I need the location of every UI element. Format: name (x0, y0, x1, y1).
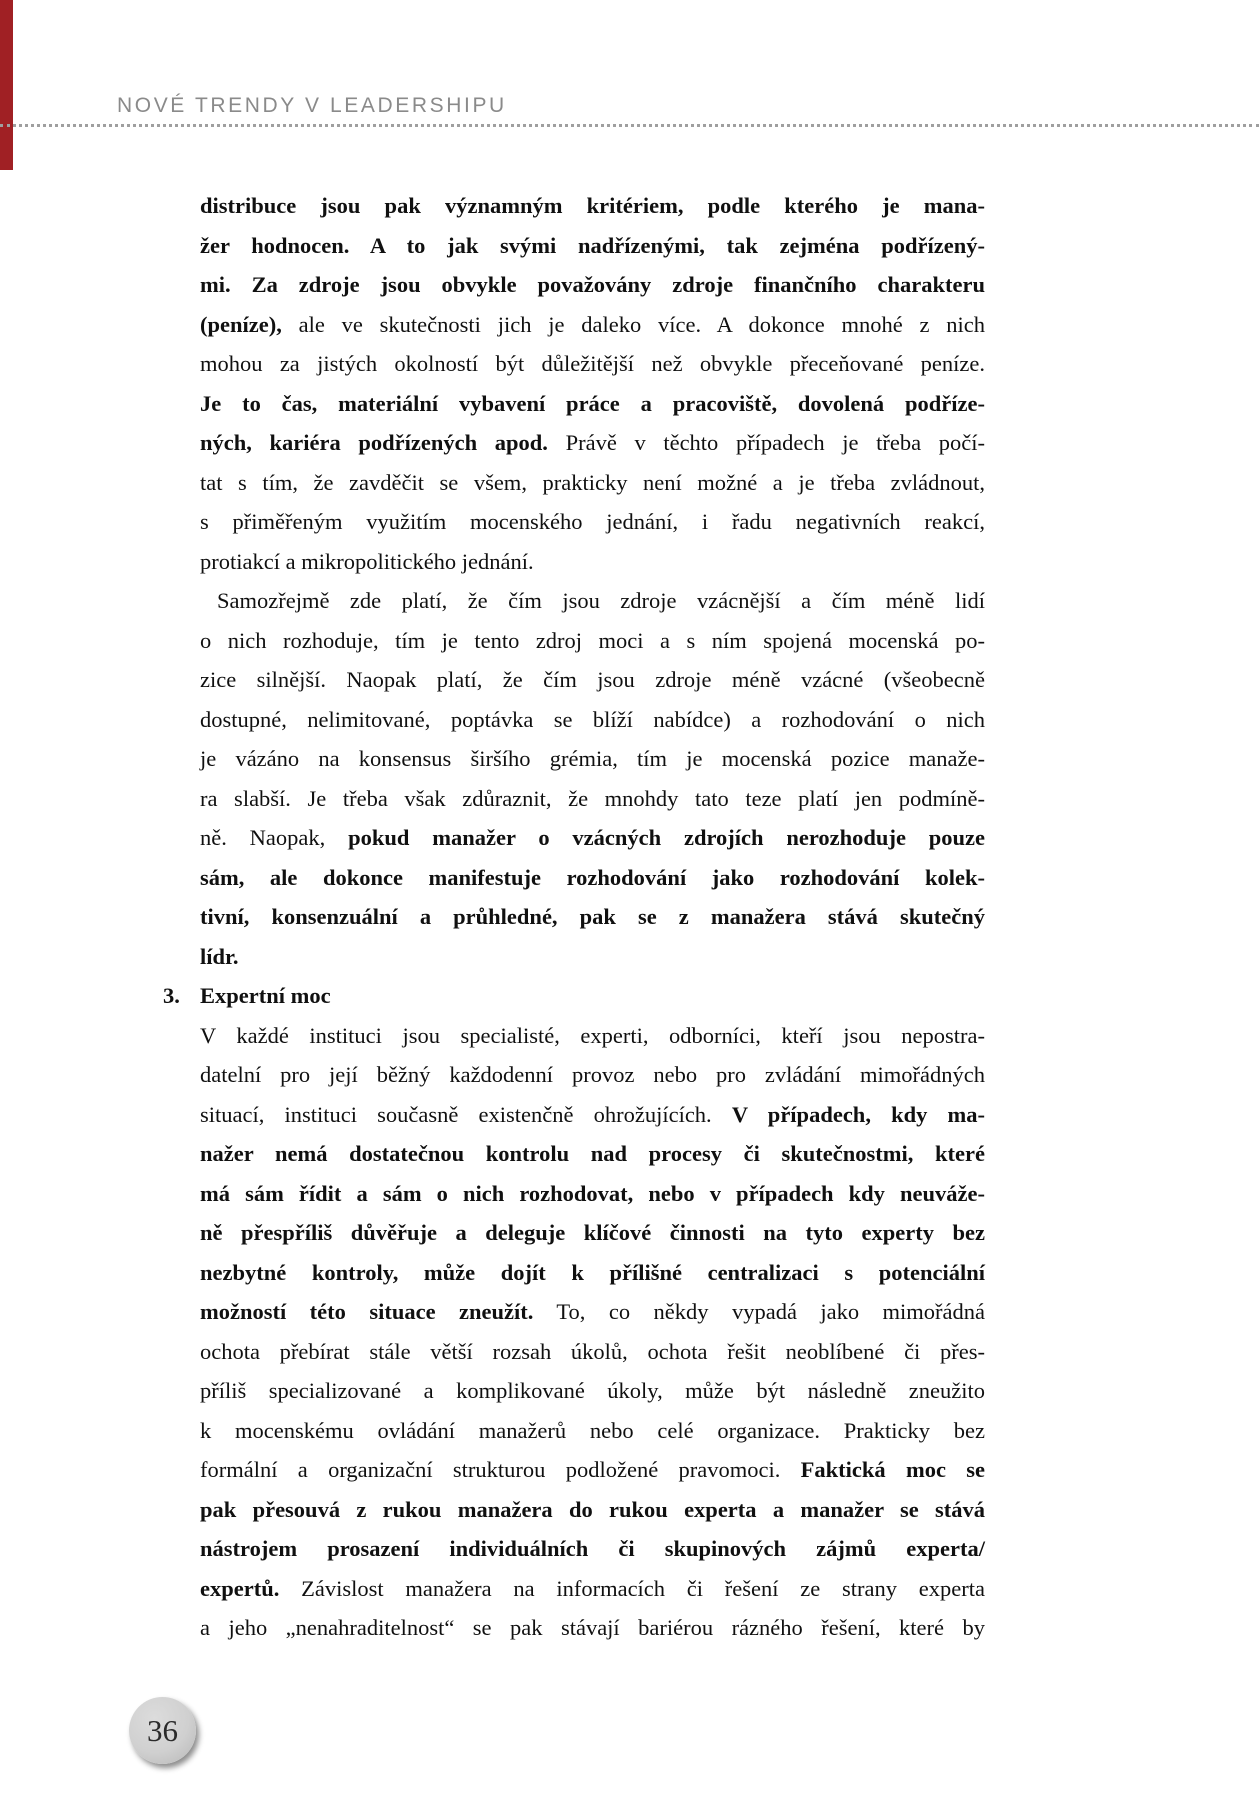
text-block (163, 186, 985, 1648)
text-line (200, 344, 985, 384)
text-segment: Závislost manažera na informacích či řešení ze strany experta (279, 1575, 985, 1601)
text-segment: s přiměřeným využitím mocenského jednání, i řadu negativních reakcí, (200, 509, 985, 534)
bold-text-segment: ných, kariéra podřízených apod. (200, 430, 548, 455)
bold-text-segment: nástrojem prosazení individuálních či skupinových zájmů experta/ (200, 1536, 985, 1561)
text-line (200, 581, 985, 621)
text-line (200, 1016, 985, 1056)
text-line (200, 660, 985, 700)
text-line (200, 186, 985, 226)
bold-text-segment: možností této situace zneužít. (200, 1299, 534, 1324)
text-line (200, 818, 985, 858)
text-segment: dostupné, nelimitované, poptávka se blíží nabídce) a rozhodování o nich (200, 706, 985, 732)
text-line (200, 423, 985, 463)
text-segment: ale ve skutečnosti jich je daleko více. A dokonce mnohé z nich (281, 311, 985, 337)
text-line (200, 1569, 985, 1609)
text-line (200, 1529, 985, 1569)
text-segment: zice silnější. Naopak platí, že čím jsou zdroje méně vzácné (všeobecně (200, 667, 985, 692)
text-segment: Právě v těchto případech je třeba počí- (547, 430, 985, 455)
text-segment: V každé instituci jsou specialisté, experti, odborníci, kteří jsou nepostra- (200, 1022, 985, 1048)
bold-text-segment: distribuce jsou pak významným kritériem, podle kterého je mana- (200, 193, 985, 218)
text-line (200, 542, 985, 582)
bold-text-segment: žer hodnocen. A to jak svými nadřízenými, tak zejména podřízený- (200, 232, 985, 258)
text-segment: datelní pro její běžný každodenní provoz nebo pro zvládání mimořádných (200, 1062, 985, 1087)
text-segment: je vázáno na konsensus širšího grémia, tím je mocenská pozice manaže- (200, 746, 985, 771)
text-line (200, 1213, 985, 1253)
bold-text-segment: nažer nemá dostatečnou kontrolu nad procesy či skutečnostmi, které (200, 1141, 985, 1166)
bold-text-segment: tivní, konsenzuální a průhledné, pak se z manažera stává skutečný (200, 904, 985, 929)
page-number-badge (129, 1697, 196, 1764)
bold-text-segment: mi. Za zdroje jsou obvykle považovány zdroje finančního charakteru (200, 272, 985, 297)
text-line (200, 739, 985, 779)
text-segment: protiakcí a mikropolitického jednání. (200, 548, 534, 574)
text-line (200, 1608, 985, 1648)
text-line (200, 779, 985, 819)
text-line (200, 1174, 985, 1214)
text-segment: ra slabší. Je třeba však zdůraznit, že mnohdy tato teze platí jen podmíně- (200, 785, 985, 811)
text-segment: ně. Naopak, (200, 825, 349, 850)
bold-text-segment: Expertní moc (200, 983, 331, 1008)
bold-text-segment: lídr. (200, 943, 239, 969)
bold-text-segment: nezbytné kontroly, může dojít k přílišné centralizaci s potenciální (200, 1259, 985, 1285)
text-line (200, 937, 985, 977)
text-segment: situací, instituci současně existenčně ohrožujících. (200, 1101, 732, 1127)
text-line (200, 305, 985, 345)
text-line (200, 265, 985, 305)
text-line (200, 1411, 985, 1451)
text-line (200, 897, 985, 937)
chapter-edge-tab (0, 0, 13, 170)
text-segment: a jeho „nenahraditelnost“ se pak stávají bariérou rázného řešení, které by (200, 1615, 985, 1640)
text-line (200, 384, 985, 424)
text-line (200, 1292, 985, 1332)
bold-text-segment: ně přespříliš důvěřuje a deleguje klíčové činnosti na tyto experty bez (200, 1220, 985, 1245)
text-line (200, 463, 985, 503)
text-segment: k mocenskému ovládání manažerů nebo celé organizace. Prakticky bez (200, 1417, 985, 1443)
text-segment: mohou za jistých okolností být důležitější než obvykle přeceňované peníze. (200, 351, 985, 376)
text-line (200, 858, 985, 898)
section-heading-line (163, 976, 985, 1016)
text-segment: formální a organizační strukturou podložené pravomoci. (200, 1457, 801, 1482)
text-segment: tat s tím, že zavděčit se všem, prakticky není možné a je třeba zvládnout, (200, 469, 985, 495)
bold-text-segment: Faktická moc se (800, 1457, 985, 1482)
text-line (200, 1371, 985, 1411)
header-dotted-rule (0, 124, 1259, 127)
text-segment: ochota přebírat stále větší rozsah úkolů, ochota řešit neoblíbené či přes- (200, 1338, 985, 1364)
text-line (200, 1450, 985, 1490)
text-segment: příliš specializované a komplikované úkoly, může být následně zneužito (200, 1378, 985, 1403)
bold-text-segment: pak přesouvá z rukou manažera do rukou experta a manažer se stává (200, 1496, 985, 1522)
bold-text-segment: (peníze), (200, 311, 282, 337)
bold-text-segment: má sám řídit a sám o nich rozhodovat, nebo v případech kdy neuváže- (200, 1180, 985, 1206)
text-line (200, 621, 985, 661)
bold-text-segment: sám, ale dokonce manifestuje rozhodování jako rozhodování kolek- (200, 864, 985, 890)
page-number: 36 (147, 1712, 178, 1748)
bold-text-segment: expertů. (200, 1575, 280, 1601)
text-line (200, 1490, 985, 1530)
bold-text-segment: pokud manažer o vzácných zdrojích nerozhoduje pouze (348, 825, 985, 850)
text-line (200, 1095, 985, 1135)
text-segment: o nich rozhoduje, tím je tento zdroj moci a s ním spojená mocenská po- (200, 627, 985, 653)
text-line (200, 1055, 985, 1095)
bold-text-segment: V případech, kdy ma- (731, 1101, 985, 1127)
text-line (200, 700, 985, 740)
list-item-number: 3. (163, 983, 180, 1008)
bold-text-segment: Je to čas, materiální vybavení práce a pracoviště, dovolená podříze- (200, 390, 985, 416)
text-line (200, 1134, 985, 1174)
text-segment: Samozřejmě zde platí, že čím jsou zdroje vzácnější a čím méně lidí (217, 588, 985, 613)
text-line (200, 502, 985, 542)
text-line (200, 226, 985, 266)
text-segment: To, co někdy vypadá jako mimořádná (533, 1299, 985, 1324)
text-line (200, 1253, 985, 1293)
text-line (200, 1332, 985, 1372)
running-header: NOVÉ TRENDY V LEADERSHIPU (117, 94, 507, 117)
